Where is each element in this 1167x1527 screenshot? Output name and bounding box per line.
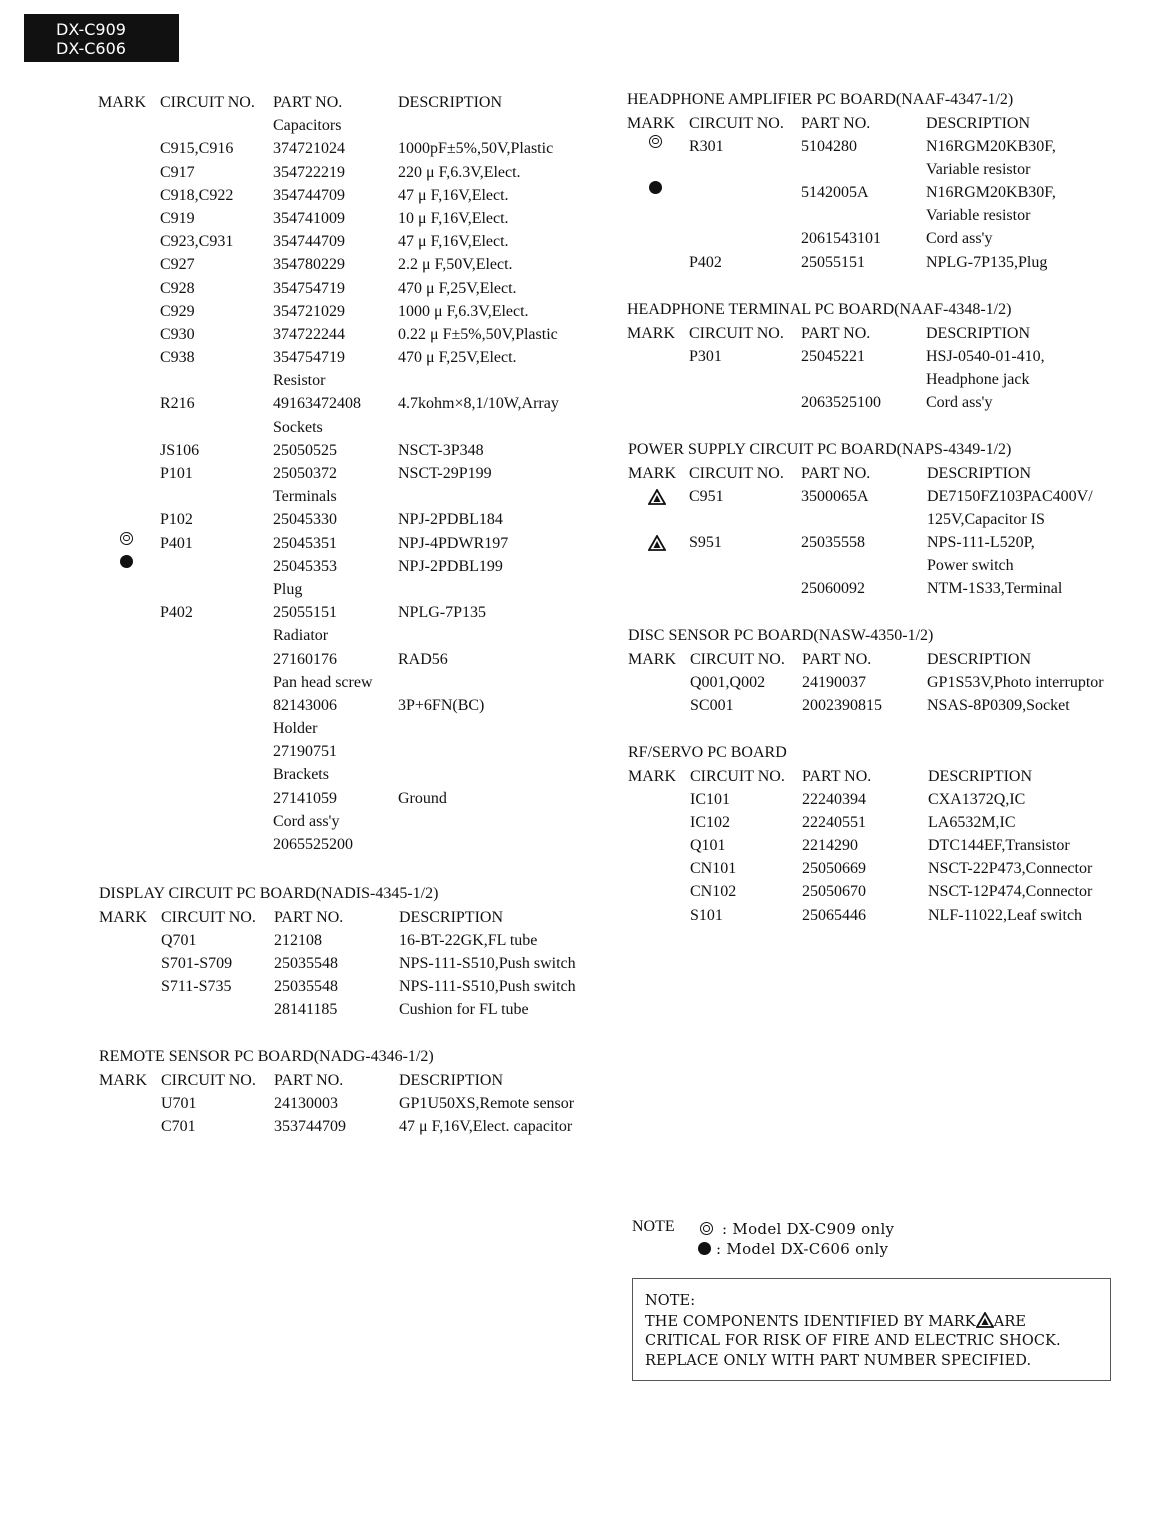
part-no-cell: 24190037: [802, 673, 866, 691]
description-cell: 47 μ F,16V,Elect.: [398, 186, 509, 204]
column-header-row: [628, 765, 1148, 788]
column-header-row: [627, 112, 1147, 135]
description-cell: Cord ass'y: [926, 230, 993, 248]
circuit-no-cell: CN101: [690, 860, 737, 878]
circuit-no-cell: R301: [689, 137, 724, 155]
part-no-cell: 22240394: [802, 790, 866, 808]
filled-dot-mark-icon: [120, 555, 133, 568]
description-cell: Variable resistor: [926, 160, 1031, 178]
circuit-no-cell: IC102: [690, 813, 730, 831]
part-row: [98, 648, 598, 671]
circuit-no-cell: C701: [161, 1117, 196, 1135]
part-row: [98, 230, 598, 253]
column-header-description: DESCRIPTION: [927, 464, 1032, 482]
part-row: [98, 207, 598, 230]
model-name-1: DX-C909: [56, 20, 126, 39]
circuit-no-cell: IC101: [690, 790, 730, 808]
column-header-circuit: CIRCUIT NO.: [689, 324, 784, 342]
column-header-row: [99, 1069, 599, 1092]
part-no-cell: 24130003: [274, 1094, 338, 1112]
part-row: [628, 857, 1148, 880]
column-header-circuit: CIRCUIT NO.: [689, 114, 784, 132]
description-cell: LA6532M,IC: [928, 813, 1016, 831]
filled-dot-mark-icon: [649, 181, 662, 194]
circuit-no-cell: P402: [689, 253, 722, 271]
part-row: [628, 577, 1148, 600]
column-header-mark: MARK: [628, 464, 677, 482]
description-cell: NTM-1S33,Terminal: [927, 580, 1063, 598]
rf-servo-board-section: [628, 741, 1148, 927]
column-header-circuit: CIRCUIT NO.: [689, 464, 784, 482]
board-title: REMOTE SENSOR PC BOARD(NADG-4346-1/2): [99, 1048, 434, 1065]
column-header-row: [98, 91, 598, 114]
part-row: [98, 833, 598, 856]
part-row: [98, 555, 598, 578]
part-no-cell: 3500065A: [801, 487, 869, 505]
main-parts-section: [98, 91, 598, 856]
part-row: [98, 300, 598, 323]
part-no-cell: 354780229: [273, 256, 345, 274]
circuit-no-cell: C919: [160, 209, 195, 227]
part-no-cell: 49163472408: [273, 395, 361, 413]
circuit-no-cell: C951: [689, 487, 724, 505]
part-no-cell: 212108: [274, 931, 322, 949]
part-no-cell: 25060092: [801, 580, 865, 598]
circuit-no-cell: C928: [160, 279, 195, 297]
description-cell: Cushion for FL tube: [399, 1001, 529, 1019]
column-header-row: [628, 462, 1148, 485]
part-row: [98, 601, 598, 624]
column-header-description: DESCRIPTION: [399, 1071, 504, 1089]
description-cell: 220 μ F,6.3V,Elect.: [398, 163, 521, 181]
part-row: [98, 439, 598, 462]
circuit-no-cell: C915,C916: [160, 140, 234, 158]
description-cell: Variable resistor: [926, 207, 1031, 225]
part-row: [627, 251, 1147, 274]
description-cell: 10 μ F,16V,Elect.: [398, 209, 509, 227]
model-name-2: DX-C606: [56, 39, 126, 58]
description-cell: NSCT-3P348: [398, 441, 484, 459]
description-cell: NPJ-2PDBL184: [398, 511, 503, 529]
description-cell: 470 μ F,25V,Elect.: [398, 349, 517, 367]
part-no-cell: 2065525200: [273, 836, 353, 853]
part-no-cell: 2214290: [802, 837, 858, 855]
column-header-mark: MARK: [628, 767, 677, 785]
part-row: [627, 368, 1147, 391]
part-row: [98, 810, 598, 833]
description-cell: 1000 μ F,6.3V,Elect.: [398, 302, 529, 320]
circuit-no-cell: S951: [689, 534, 722, 552]
circuit-no-cell: P102: [160, 511, 193, 529]
board-title: RF/SERVO PC BOARD: [628, 744, 787, 761]
part-no-cell: 374722244: [273, 325, 345, 343]
part-row: [628, 485, 1148, 508]
model-note-label: NOTE: [632, 1218, 675, 1235]
description-cell: Headphone jack: [926, 370, 1030, 388]
circuit-no-cell: C930: [160, 325, 195, 343]
part-row: [98, 694, 598, 717]
circuit-no-cell: S711-S735: [161, 978, 232, 996]
circuit-no-cell: Q101: [690, 837, 726, 855]
part-no-cell: 28141185: [274, 1001, 338, 1019]
part-row: [627, 158, 1147, 181]
description-cell: 125V,Capacitor IS: [927, 510, 1045, 528]
part-no-cell: Brackets: [273, 766, 329, 784]
column-header-circuit: CIRCUIT NO.: [690, 650, 785, 668]
part-no-cell: Cord ass'y: [273, 812, 340, 830]
column-header-mark: MARK: [99, 908, 148, 926]
column-header-mark: MARK: [627, 114, 676, 132]
column-header-circuit: CIRCUIT NO.: [161, 908, 256, 926]
column-header-mark: MARK: [99, 1071, 148, 1089]
column-header-part: PART NO.: [802, 767, 872, 785]
board-title: POWER SUPPLY CIRCUIT PC BOARD(NAPS-4349-1/2): [628, 441, 1012, 458]
part-no-cell: Radiator: [273, 627, 329, 645]
part-no-cell: 82143006: [273, 696, 337, 714]
circuit-no-cell: JS106: [160, 441, 200, 459]
part-no-cell: 354754719: [273, 349, 345, 367]
description-cell: NSCT-29P199: [398, 465, 492, 482]
description-cell: NPS-111-S510,Push switch: [399, 978, 576, 996]
description-cell: 47 μ F,16V,Elect.: [398, 233, 509, 251]
part-no-cell: 354744709: [273, 186, 345, 204]
description-cell: DTC144EF,Transistor: [928, 837, 1070, 855]
part-no-cell: 22240551: [802, 813, 866, 831]
column-header-description: DESCRIPTION: [399, 908, 504, 926]
description-cell: Ground: [398, 789, 447, 807]
column-header-circuit: CIRCUIT NO.: [161, 1071, 256, 1089]
description-cell: RAD56: [398, 650, 448, 668]
description-cell: 3P+6FN(BC): [398, 696, 485, 714]
part-row: [98, 787, 598, 810]
description-cell: 16-BT-22GK,FL tube: [399, 931, 538, 949]
column-header-description: DESCRIPTION: [398, 94, 503, 111]
description-cell: NSCT-12P474,Connector: [928, 883, 1093, 901]
part-no-cell: 25045221: [801, 347, 865, 365]
part-row: [627, 181, 1147, 204]
part-no-cell: Capacitors: [273, 117, 342, 135]
double-circle-mark-icon: [700, 1222, 713, 1235]
part-row: [98, 740, 598, 763]
part-row: [627, 135, 1147, 158]
part-no-cell: 2063525100: [801, 394, 881, 412]
circuit-no-cell: Q001,Q002: [690, 673, 766, 691]
part-row: [99, 975, 599, 998]
safety-note-text-before: THE COMPONENTS IDENTIFIED BY MARK: [645, 1313, 976, 1330]
part-row: [99, 1115, 599, 1138]
description-cell: NPJ-2PDBL199: [398, 557, 503, 575]
column-header-mark: MARK: [627, 324, 676, 342]
description-cell: GP1U50XS,Remote sensor: [399, 1094, 575, 1112]
description-cell: 1000pF±5%,50V,Plastic: [398, 140, 554, 158]
board-title: DISPLAY CIRCUIT PC BOARD(NADIS-4345-1/2): [99, 885, 439, 902]
circuit-no-cell: C929: [160, 302, 195, 320]
part-no-cell: 25065446: [802, 906, 866, 924]
remote-board-section: [99, 1045, 599, 1138]
part-no-cell: 354744709: [273, 233, 345, 251]
circuit-no-cell: P401: [160, 534, 193, 552]
part-no-cell: 5142005A: [801, 184, 869, 202]
circuit-no-cell: U701: [161, 1094, 197, 1112]
part-no-cell: 25055151: [801, 253, 865, 271]
circuit-no-cell: Q701: [161, 931, 197, 949]
part-row: [627, 391, 1147, 414]
column-header-description: DESCRIPTION: [928, 767, 1033, 785]
description-cell: NPJ-4PDWR197: [398, 534, 509, 552]
circuit-no-cell: P101: [160, 465, 193, 482]
part-row: [99, 952, 599, 975]
part-row: [628, 834, 1148, 857]
part-no-cell: 354754719: [273, 279, 345, 297]
part-no-cell: Terminals: [273, 488, 337, 506]
board-title: DISC SENSOR PC BOARD(NASW-4350-1/2): [628, 627, 934, 644]
part-no-cell: 25035548: [274, 954, 338, 972]
part-no-cell: 25050670: [802, 883, 866, 901]
column-header-description: DESCRIPTION: [927, 650, 1032, 668]
warning-triangle-icon: [648, 489, 666, 505]
part-row: [628, 671, 1148, 694]
part-row: [98, 763, 598, 786]
column-header-part: PART NO.: [801, 114, 871, 132]
part-no-cell: 27141059: [273, 789, 337, 807]
part-row: [98, 624, 598, 647]
column-header-part: PART NO.: [274, 1071, 344, 1089]
part-row: [98, 717, 598, 740]
safety-note-text: [645, 1312, 1100, 1372]
column-header-description: DESCRIPTION: [926, 324, 1031, 342]
description-cell: Power switch: [927, 557, 1014, 575]
description-cell: NPLG-7P135: [398, 604, 487, 622]
part-row: [98, 416, 598, 439]
part-row: [98, 508, 598, 531]
part-row: [628, 880, 1148, 903]
safety-note-heading: NOTE:: [645, 1293, 696, 1309]
part-row: [98, 485, 598, 508]
description-cell: DE7150FZ103PAC400V/: [927, 487, 1093, 505]
part-no-cell: 27190751: [273, 743, 337, 761]
filled-dot-mark-icon: [698, 1242, 711, 1255]
circuit-no-cell: SC001: [690, 696, 734, 714]
column-header-circuit: CIRCUIT NO.: [690, 767, 785, 785]
part-no-cell: 25045330: [273, 511, 337, 529]
description-cell: N16RGM20KB30F,: [926, 137, 1056, 155]
warning-triangle-icon: [976, 1312, 994, 1328]
part-no-cell: 25050669: [802, 860, 866, 878]
column-header-row: [99, 906, 599, 929]
description-cell: N16RGM20KB30F,: [926, 184, 1056, 202]
circuit-no-cell: S701-S709: [161, 954, 233, 972]
column-header-part: PART NO.: [801, 464, 871, 482]
safety-note-text-after: ARE CRITICAL FOR RISK OF FIRE AND ELECTRIC SHOCK. REPLACE ONLY WITH PART NUMBER SPECIFIED.: [645, 1313, 1061, 1369]
model-note-c606-text: : Model DX-C606 only: [716, 1240, 889, 1258]
circuit-no-cell: C927: [160, 256, 195, 274]
part-row: [627, 204, 1147, 227]
circuit-no-cell: R216: [160, 395, 195, 413]
part-no-cell: Sockets: [273, 418, 323, 436]
display-board-section: [99, 882, 599, 1021]
column-header-part: PART NO.: [274, 908, 344, 926]
description-cell: HSJ-0540-01-410,: [926, 347, 1045, 365]
circuit-no-cell: C923,C931: [160, 233, 234, 251]
part-row: [98, 277, 598, 300]
part-row: [99, 929, 599, 952]
part-row: [98, 462, 598, 485]
part-row: [628, 788, 1148, 811]
part-no-cell: Plug: [273, 580, 303, 598]
part-row: [98, 137, 598, 160]
column-header-description: DESCRIPTION: [926, 114, 1031, 132]
part-no-cell: 25035558: [801, 534, 865, 552]
description-cell: NPLG-7P135,Plug: [926, 253, 1048, 271]
column-header-row: [627, 322, 1147, 345]
column-header-part: PART NO.: [273, 94, 343, 111]
part-no-cell: 25045351: [273, 534, 337, 552]
headphone-terminal-board-section: [627, 298, 1147, 414]
part-row: [628, 694, 1148, 717]
part-no-cell: 5104280: [801, 137, 857, 155]
circuit-no-cell: C918,C922: [160, 186, 234, 204]
part-no-cell: 25055151: [273, 604, 337, 622]
part-no-cell: Holder: [273, 720, 318, 738]
description-cell: 0.22 μ F±5%,50V,Plastic: [398, 325, 558, 343]
part-no-cell: Pan head screw: [273, 673, 373, 691]
description-cell: NSCT-22P473,Connector: [928, 860, 1093, 878]
part-no-cell: 353744709: [274, 1117, 346, 1135]
column-header-part: PART NO.: [801, 324, 871, 342]
column-header-mark: MARK: [98, 94, 147, 111]
part-no-cell: 25045353: [273, 557, 337, 575]
part-row: [628, 904, 1148, 927]
description-cell: Cord ass'y: [926, 394, 993, 412]
board-title: HEADPHONE AMPLIFIER PC BOARD(NAAF-4347-1/2): [627, 91, 1014, 108]
part-row: [98, 578, 598, 601]
part-row: [98, 184, 598, 207]
part-no-cell: 354721029: [273, 302, 345, 320]
double-circle-mark-icon: [120, 532, 133, 545]
part-row: [98, 323, 598, 346]
part-row: [98, 161, 598, 184]
part-no-cell: 354741009: [273, 209, 345, 227]
description-cell: 2.2 μ F,50V,Elect.: [398, 256, 513, 274]
part-row: [98, 392, 598, 415]
circuit-no-cell: P301: [689, 347, 722, 365]
safety-note-box: [632, 1278, 1111, 1381]
circuit-no-cell: C917: [160, 163, 195, 181]
part-row: [628, 554, 1148, 577]
model-badge: [24, 14, 179, 62]
part-no-cell: 374721024: [273, 140, 345, 158]
part-row: [627, 227, 1147, 250]
description-cell: CXA1372Q,IC: [928, 790, 1026, 808]
column-header-mark: MARK: [628, 650, 677, 668]
part-row: [628, 811, 1148, 834]
description-cell: 4.7kohm×8,1/10W,Array: [398, 395, 559, 413]
model-note-c909-text: : Model DX-C909 only: [722, 1220, 895, 1238]
circuit-no-cell: P402: [160, 604, 193, 622]
part-row: [98, 532, 598, 555]
part-no-cell: Resistor: [273, 372, 326, 390]
circuit-no-cell: S101: [690, 906, 723, 924]
circuit-no-cell: C938: [160, 349, 195, 367]
disc-sensor-board-section: [628, 624, 1148, 717]
warning-triangle-icon: [648, 535, 666, 551]
description-cell: NPS-111-L520P,: [927, 534, 1035, 552]
part-no-cell: 354722219: [273, 163, 345, 181]
part-row: [98, 114, 598, 137]
part-row: [627, 345, 1147, 368]
part-row: [99, 998, 599, 1021]
description-cell: 47 μ F,16V,Elect. capacitor: [399, 1117, 573, 1135]
part-no-cell: 2002390815: [802, 696, 882, 714]
description-cell: GP1S53V,Photo interruptor: [927, 673, 1104, 691]
power-supply-board-section: [628, 438, 1148, 601]
part-row: [98, 369, 598, 392]
part-row: [628, 531, 1148, 554]
part-no-cell: 25050372: [273, 465, 337, 482]
part-no-cell: 25050525: [273, 441, 337, 459]
circuit-no-cell: CN102: [690, 883, 737, 901]
column-header-circuit: CIRCUIT NO.: [160, 94, 255, 111]
description-cell: NSAS-8P0309,Socket: [927, 696, 1070, 714]
description-cell: 470 μ F,25V,Elect.: [398, 279, 517, 297]
description-cell: NPS-111-S510,Push switch: [399, 954, 576, 972]
column-header-part: PART NO.: [802, 650, 872, 668]
part-row: [98, 671, 598, 694]
description-cell: NLF-11022,Leaf switch: [928, 906, 1083, 924]
part-row: [628, 508, 1148, 531]
part-no-cell: 27160176: [273, 650, 337, 668]
board-title: HEADPHONE TERMINAL PC BOARD(NAAF-4348-1/2): [627, 301, 1012, 318]
part-no-cell: 25035548: [274, 978, 338, 996]
part-no-cell: 2061543101: [801, 230, 881, 248]
part-row: [98, 346, 598, 369]
column-header-row: [628, 648, 1148, 671]
double-circle-mark-icon: [649, 135, 662, 148]
headphone-amp-board-section: [627, 88, 1147, 274]
part-row: [98, 253, 598, 276]
part-row: [99, 1092, 599, 1115]
